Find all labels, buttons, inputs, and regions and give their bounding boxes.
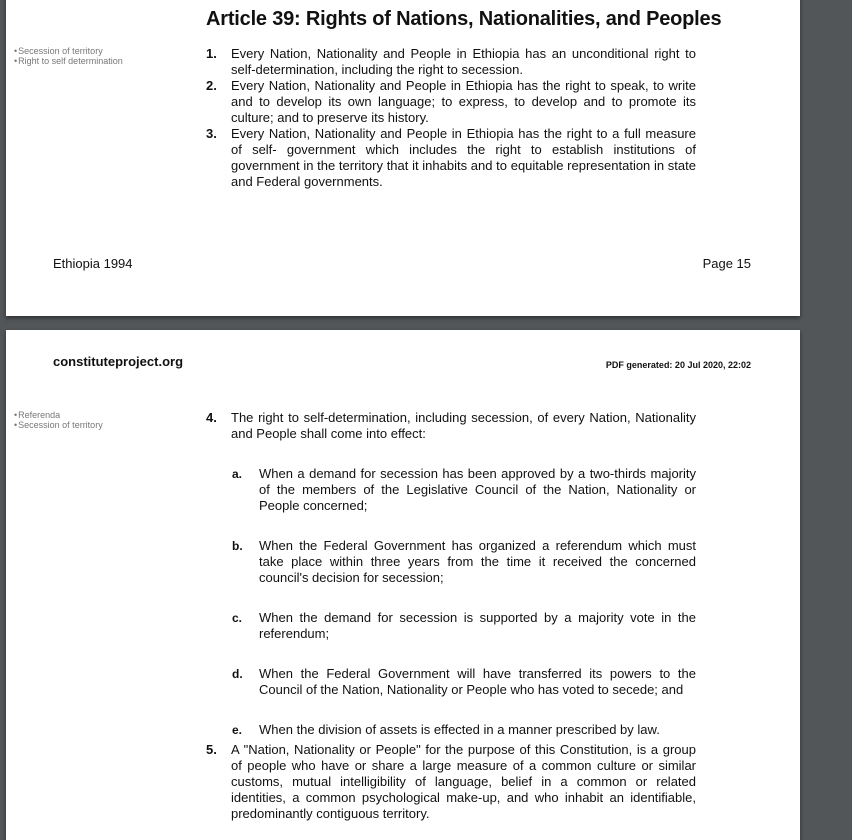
footer-country-year: Ethiopia 1994 <box>53 256 133 271</box>
article-item-4 <box>206 410 696 442</box>
sub-item-letter: b. <box>232 539 243 553</box>
article-item-2 <box>206 78 696 126</box>
sub-item-c <box>232 610 696 642</box>
article-items <box>206 46 696 190</box>
margin-note-secession[interactable]: • Secession of territory <box>14 420 103 430</box>
item-text: Every Nation, Nationality and People in Ethiopia has the right to speak, to write and to develop its own language; to express, to develop and to promote its culture; and to preserve its history. <box>231 78 696 125</box>
item-number: 5. <box>206 742 217 757</box>
item-number: 2. <box>206 78 217 93</box>
margin-note-secession[interactable]: • Secession of territory <box>14 46 123 56</box>
footer-page-number: Page 15 <box>702 256 751 271</box>
margin-notes <box>14 46 123 66</box>
article-item-5 <box>206 742 696 822</box>
pdf-generated-date: PDF generated: 20 Jul 2020, 22:02 <box>605 360 751 370</box>
margin-notes <box>14 410 103 430</box>
article-item-5-wrapper <box>206 742 696 822</box>
sub-item-e <box>232 722 696 738</box>
item-number: 3. <box>206 126 217 141</box>
sub-item-text: When the Federal Government will have transferred its powers to the Council of the Nation, Nationality or People who has voted to secede; and <box>259 666 696 697</box>
article-title: Article 39: Rights of Nations, Nationalities, and Peoples <box>206 8 722 30</box>
sub-item-text: When the demand for secession is supported by a majority vote in the referendum; <box>259 610 696 641</box>
margin-note-referenda[interactable]: • Referenda <box>14 410 103 420</box>
sub-item-letter: c. <box>232 611 243 625</box>
item-number: 1. <box>206 46 217 61</box>
sub-item-text: When the division of assets is effected in a manner prescribed by law. <box>259 722 660 737</box>
sub-item-b <box>232 538 696 586</box>
article-item-1 <box>206 46 696 78</box>
sub-item-d <box>232 666 696 698</box>
article-item-3 <box>206 126 696 190</box>
item-number: 4. <box>206 410 217 425</box>
sub-item-text: When a demand for secession has been approved by a two-thirds majority of the members of the Legislative Council of the Nation, Nationality or People concerned; <box>259 466 696 513</box>
sub-item-text: When the Federal Government has organized a referendum which must take place within three years from the time it received the concerned council's decision for secession; <box>259 538 696 585</box>
item-text: Every Nation, Nationality and People in Ethiopia has the right to a full measure of self- government which includes the right to establish institutions of government in the territory that it inhabits and to equitable representation in state and Federal governments. <box>231 126 696 189</box>
sub-item-letter: d. <box>232 667 243 681</box>
item-text: Every Nation, Nationality and People in Ethiopia has an unconditional right to self-determination, including the right to secession. <box>231 46 696 77</box>
margin-note-self-determination[interactable]: • Right to self determination <box>14 56 123 66</box>
article-item-4-wrapper <box>206 410 696 442</box>
site-name: constituteproject.org <box>53 354 184 369</box>
item-text: The right to self-determination, including secession, of every Nation, Nationality and People shall come into effect: <box>231 410 696 441</box>
item-text: A "Nation, Nationality or People" for the purpose of this Constitution, is a group of people who have or share a large measure of a common culture or similar customs, mutual intelligibility of language, belief in a common or related identities, a common psychological make-up, and who inhabit an identifiable, predominantly contiguous territory. <box>231 742 696 821</box>
sub-item-letter: a. <box>232 467 243 481</box>
sub-item-a <box>232 466 696 514</box>
document-page-15 <box>6 0 800 316</box>
sub-item-letter: e. <box>232 723 243 737</box>
document-page-16 <box>6 330 800 840</box>
